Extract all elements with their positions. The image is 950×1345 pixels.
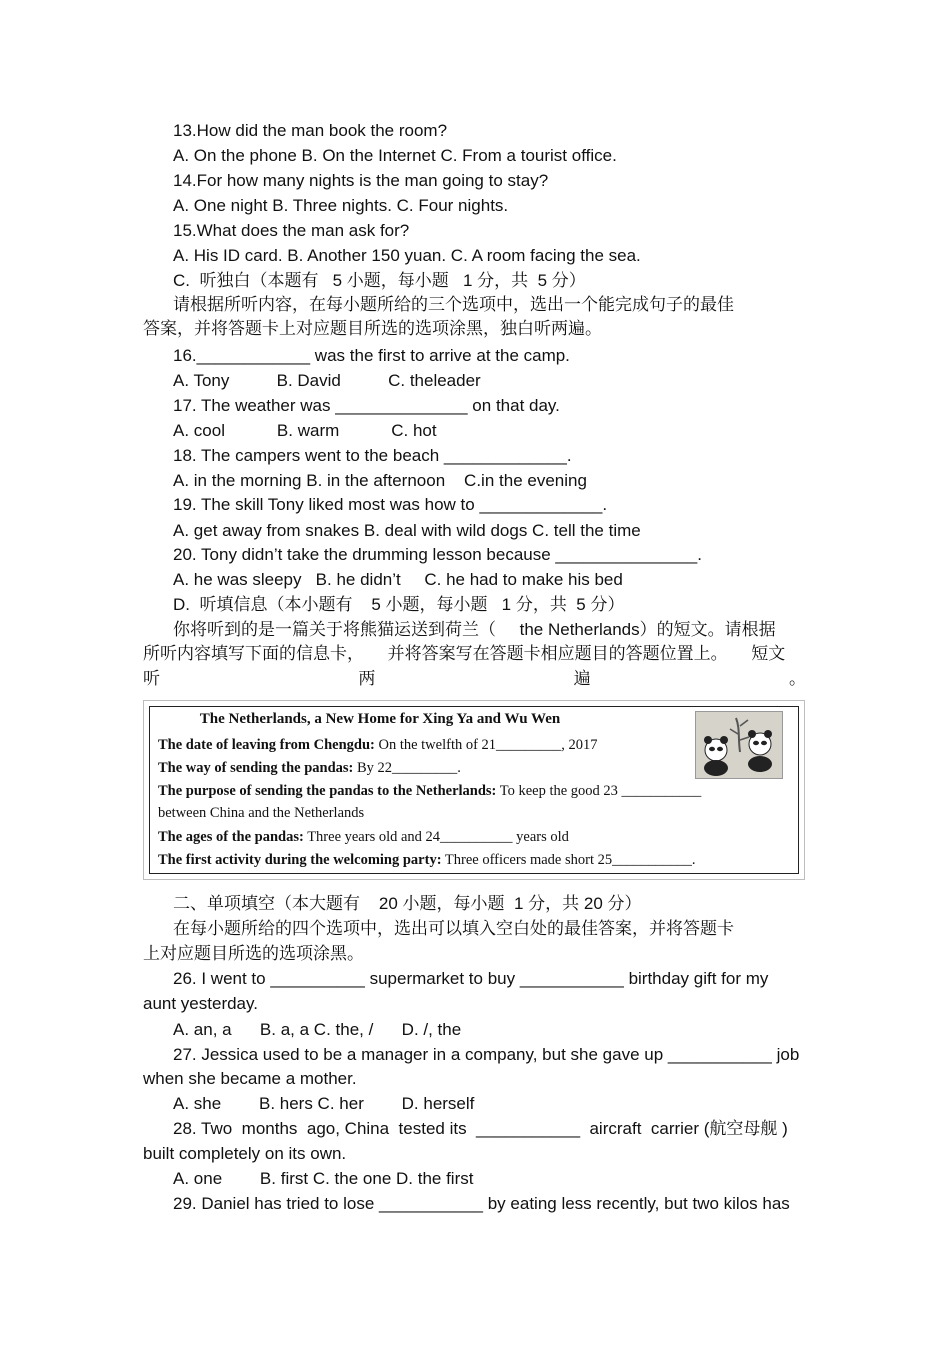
question-27-options: A. she B. hers C. her D. herself	[173, 1094, 475, 1113]
section-d-heading: D. 听填信息（本小题有 5 小题，每小题 1 分，共 5 分）	[173, 595, 625, 614]
info-row-ages	[158, 827, 569, 847]
info-label: The first activity during the welcoming party:	[158, 852, 442, 868]
section-c-heading: C. 听独白（本题有 5 小题，每小题 1 分，共 5 分）	[173, 271, 586, 290]
info-label: The date of leaving from Chengdu:	[158, 737, 375, 753]
info-text: Three years old and 24__________ years old	[303, 829, 569, 845]
info-card-title: The Netherlands, a New Home for Xing Ya and Wu Wen	[199, 711, 561, 727]
info-label: The ages of the pandas:	[158, 829, 304, 845]
question-15-options: A. His ID card. B. Another 150 yuan. C. A room facing the sea.	[173, 246, 641, 265]
part-two-instruction-cont: 上对应题目所选的选项涂黑。	[143, 944, 364, 963]
question-20: 20. Tony didn’t take the drumming lesson because _______________.	[173, 545, 702, 564]
info-text: By 22_________.	[353, 760, 461, 776]
instruction-word: 遍	[573, 669, 591, 688]
question-20-options: A. he was sleepy B. he didn’t C. he had to make his bed	[173, 570, 623, 589]
question-14-options: A. One night B. Three nights. C. Four nights.	[173, 196, 509, 215]
question-17: 17. The weather was ______________ on that day.	[173, 396, 560, 415]
question-28: 28. Two months ago, China tested its ___________ aircraft carrier (航空母舰 )	[173, 1119, 788, 1138]
part-two-heading: 二、单项填空（本大题有 20 小题，每小题 1 分，共 20 分）	[173, 894, 642, 913]
question-18: 18. The campers went to the beach _____________.	[173, 446, 572, 465]
question-14: 14.For how many nights is the man going to stay?	[173, 171, 549, 190]
panda-icon	[696, 712, 782, 778]
question-19-options: A. get away from snakes B. deal with wild dogs C. tell the time	[173, 521, 641, 540]
info-row-way	[158, 758, 461, 778]
question-18-options: A. in the morning B. in the afternoon C.in the evening	[173, 471, 587, 490]
info-card	[149, 706, 799, 874]
question-26-cont: aunt yesterday.	[143, 994, 258, 1013]
info-row-activity	[158, 850, 696, 870]
info-text: On the twelfth of 21_________, 2017	[374, 737, 598, 753]
question-28-options: A. one B. first C. the one D. the first	[173, 1169, 474, 1188]
question-27: 27. Jessica used to be a manager in a company, but she gave up ___________ job	[173, 1045, 800, 1064]
instruction-word: 两	[358, 669, 376, 688]
question-28-cont: built completely on its own.	[143, 1144, 347, 1163]
section-c-instruction-cont: 答案，并将答题卡上对应题目所选的选项涂黑，独白听两遍。	[143, 319, 602, 338]
section-d-instruction-cont: 所听内容填写下面的信息卡， 并将答案写在答题卡相应题目的答题位置上。 短文	[143, 644, 786, 663]
info-label: The purpose of sending the pandas to the Netherlands:	[158, 783, 497, 799]
info-row-date	[158, 735, 598, 755]
question-19: 19. The skill Tony liked most was how to _____________.	[173, 495, 608, 514]
question-29: 29. Daniel has tried to lose ___________ by eating less recently, but two kilos has	[173, 1194, 790, 1213]
info-card-image	[143, 700, 805, 880]
instruction-word: 听	[143, 669, 160, 688]
question-26: 26. I went to __________ supermarket to buy ___________ birthday gift for my	[173, 969, 769, 988]
info-row-purpose-cont: between China and the Netherlands	[158, 805, 365, 821]
question-27-cont: when she became a mother.	[143, 1069, 357, 1088]
panda-picture	[695, 711, 783, 779]
question-13: 13.How did the man book the room?	[173, 121, 448, 140]
info-text: Three officers made short 25___________.	[441, 852, 696, 868]
question-15: 15.What does the man ask for?	[173, 221, 410, 240]
info-text: To keep the good 23 ___________	[496, 783, 702, 799]
section-d-instruction-end	[143, 668, 806, 690]
part-two-instruction: 在每小题所给的四个选项中，选出可以填入空白处的最佳答案，并将答题卡	[173, 919, 734, 938]
section-d-instruction: 你将听到的是一篇关于将熊猫运送到荷兰（ the Netherlands）的短文。请根据	[173, 620, 776, 639]
instruction-word: 。	[788, 669, 806, 688]
question-13-options: A. On the phone B. On the Internet C. From a tourist office.	[173, 146, 617, 165]
section-c-instruction: 请根据所听内容，在每小题所给的三个选项中，选出一个能完成句子的最佳	[173, 295, 734, 314]
question-16: 16.____________ was the first to arrive at the camp.	[173, 346, 570, 365]
question-26-options: A. an, a B. a, a C. the, / D. /, the	[173, 1020, 462, 1039]
question-16-options: A. Tony B. David C. theleader	[173, 371, 481, 390]
question-17-options: A. cool B. warm C. hot	[173, 421, 437, 440]
info-row-purpose	[158, 781, 701, 801]
info-label: The way of sending the pandas:	[158, 760, 354, 776]
